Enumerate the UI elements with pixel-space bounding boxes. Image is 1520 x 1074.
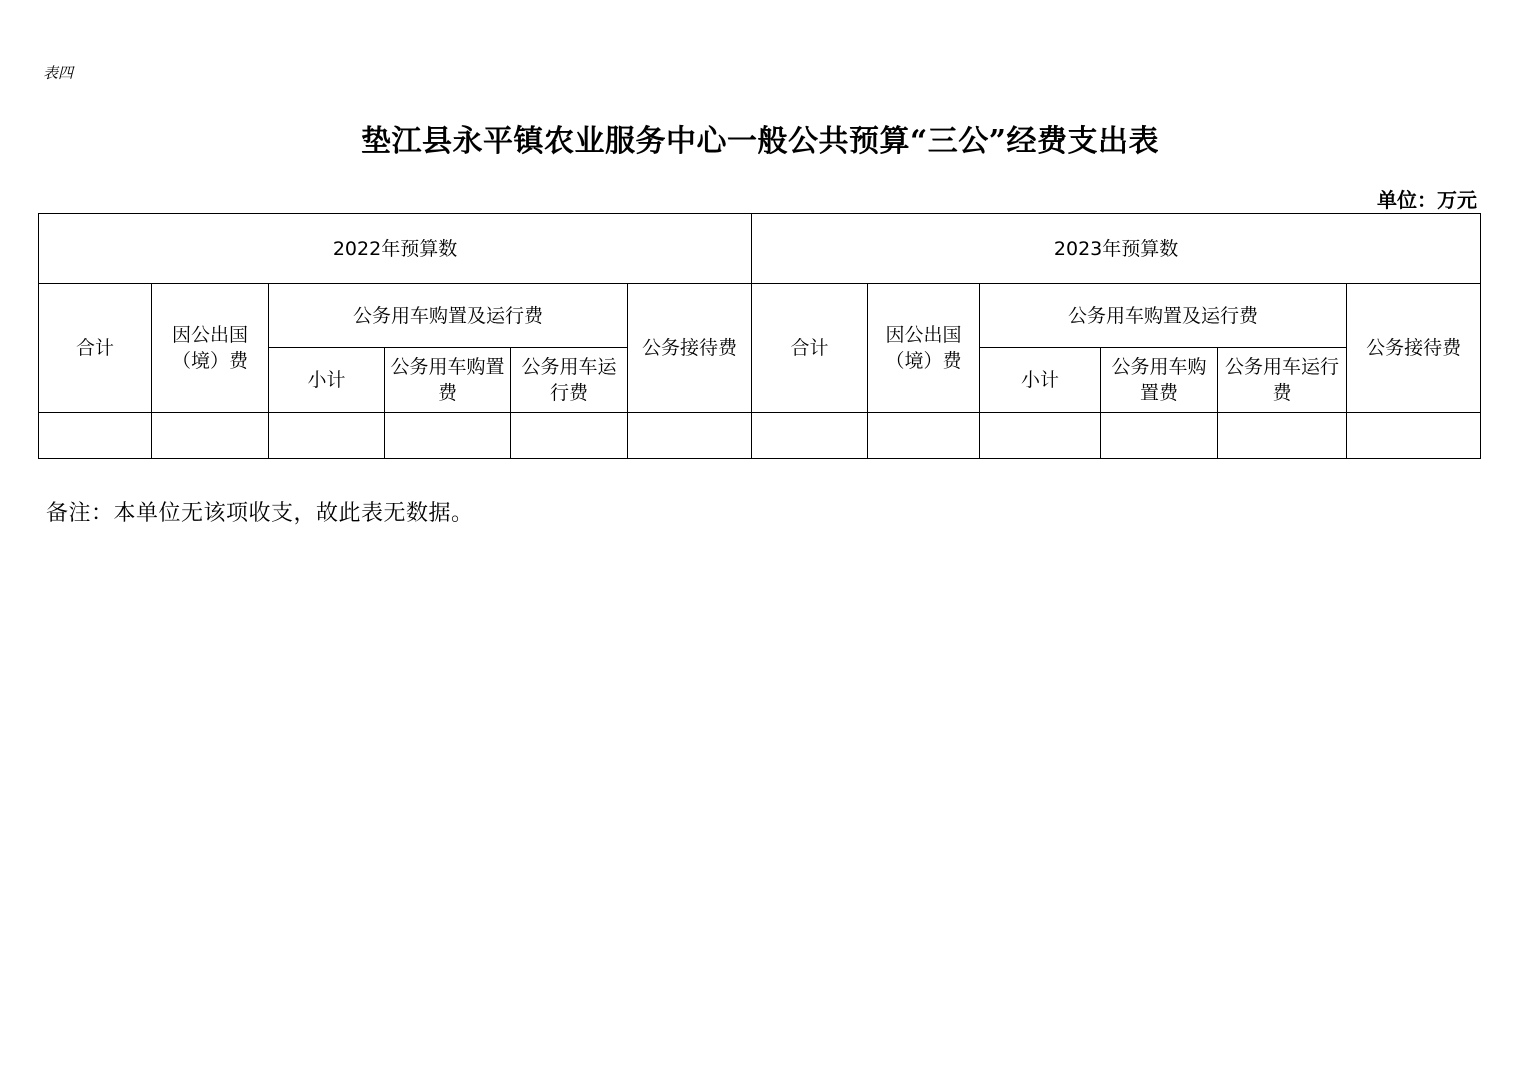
table-cell — [152, 413, 269, 459]
reception-header-2023: 公务接待费 — [1347, 284, 1481, 413]
table-cell — [980, 413, 1101, 459]
table-cell — [752, 413, 868, 459]
table-cell — [39, 413, 152, 459]
page-title: 垫江县永平镇农业服务中心一般公共预算“三公”经费支出表 — [360, 124, 1159, 159]
total-header-2023: 合计 — [752, 284, 868, 413]
vehicle-operation-header-2022: 公务用车运行费 — [511, 348, 628, 413]
table-cell — [1347, 413, 1481, 459]
unit-label: 单位：万元 — [1377, 188, 1477, 212]
remark-note: 备注：本单位无该项收支，故此表无数据。 — [46, 501, 474, 526]
year-2023-header: 2023年预算数 — [752, 214, 1481, 284]
table-cell — [868, 413, 980, 459]
reception-header-2022: 公务接待费 — [628, 284, 752, 413]
year-2022-header: 2022年预算数 — [39, 214, 752, 284]
overseas-header-2023: 因公出国（境）费 — [868, 284, 980, 413]
table-cell — [511, 413, 628, 459]
table-cell — [385, 413, 511, 459]
table-cell — [269, 413, 385, 459]
table-number-label: 表四 — [43, 64, 74, 82]
table-cell — [628, 413, 752, 459]
subtotal-header-2023: 小计 — [980, 348, 1101, 413]
vehicle-operation-header-2023: 公务用车运行费 — [1218, 348, 1347, 413]
overseas-header-2022: 因公出国（境）费 — [152, 284, 269, 413]
vehicle-purchase-header-2023: 公务用车购置费 — [1101, 348, 1218, 413]
table-cell — [1218, 413, 1347, 459]
table-cell — [1101, 413, 1218, 459]
subtotal-header-2022: 小计 — [269, 348, 385, 413]
vehicle-group-header-2023: 公务用车购置及运行费 — [980, 284, 1347, 348]
total-header-2022: 合计 — [39, 284, 152, 413]
vehicle-purchase-header-2022: 公务用车购置费 — [385, 348, 511, 413]
three-public-expenses-table — [38, 213, 1481, 459]
vehicle-group-header-2022: 公务用车购置及运行费 — [269, 284, 628, 348]
table-row — [39, 413, 1481, 459]
